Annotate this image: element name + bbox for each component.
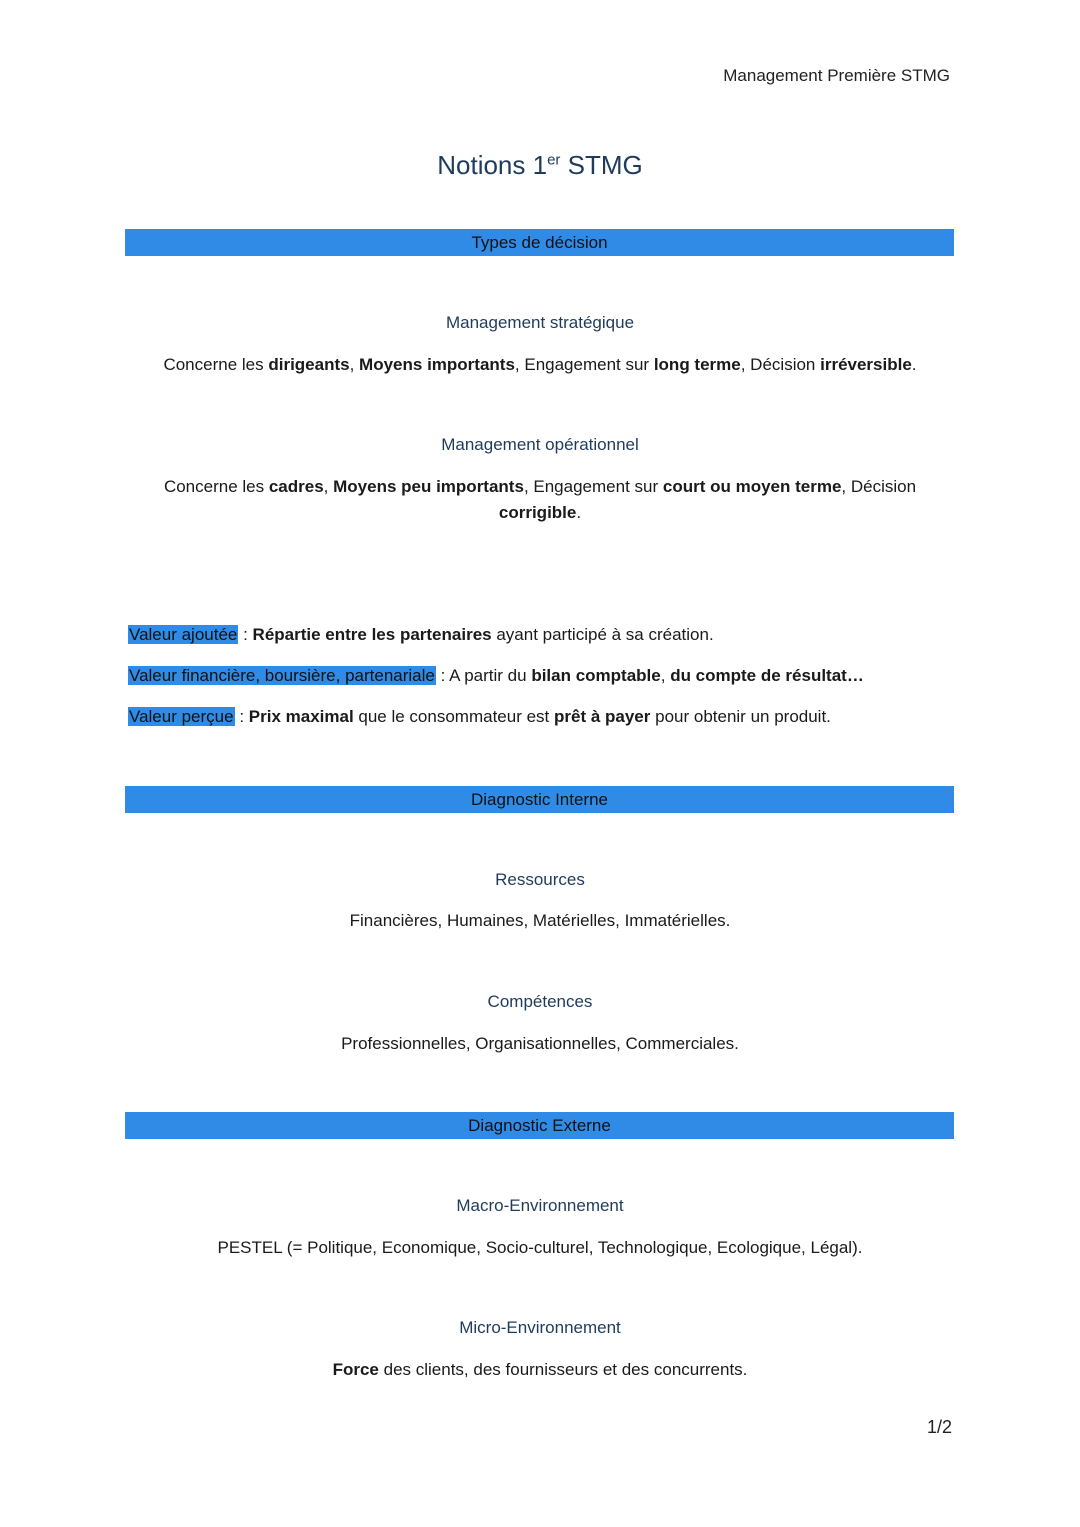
page-number: 1/2 [926,1417,952,1437]
subheading-micro-environnement: Micro-Environnement [459,1318,621,1337]
paragraph-macro-environnement: PESTEL (= Politique, Economique, Socio-culturel, Technologique, Ecologique, Légal). [217,1238,863,1257]
definition-valeur-percue: Valeur perçue : Prix maximal que le consommateur est prêt à payer pour obtenir un produit. [129,707,831,726]
section-bar-types-decision: Types de décision [125,229,954,256]
paragraph-management-operationnel: Concerne les cadres, Moyens peu importants, Engagement sur court ou moyen terme, Décision corrigible. [163,477,917,522]
definition-valeur-ajoutee: Valeur ajoutée : Répartie entre les partenaires ayant participé à sa création. [129,625,714,644]
paragraph-ressources: Financières, Humaines, Matérielles, Immatérielles. [349,911,731,930]
highlighted-term: Valeur ajoutée [129,625,238,644]
highlighted-term: Valeur perçue [129,707,234,726]
document-title: Notions 1er STMG [437,150,643,180]
subheading-ressources: Ressources [495,870,585,889]
section-bar-diagnostic-externe: Diagnostic Externe [125,1112,954,1139]
section-bar-diagnostic-interne: Diagnostic Interne [125,786,954,813]
paragraph-micro-environnement: Force des clients, des fournisseurs et des concurrents. [332,1360,748,1379]
paragraph-management-strategique: Concerne les dirigeants, Moyens importants, Engagement sur long terme, Décision irréversible. [163,355,917,374]
paragraph-competences: Professionnelles, Organisationnelles, Commerciales. [341,1034,739,1053]
subheading-macro-environnement: Macro-Environnement [456,1196,624,1215]
definition-valeur-financiere: Valeur financière, boursière, partenariale : A partir du bilan comptable, du compte de résultat… [129,666,864,685]
subheading-management-strategique: Management stratégique [445,313,635,332]
subheading-management-operationnel: Management opérationnel [441,435,639,454]
subheading-competences: Compétences [487,992,593,1011]
highlighted-term: Valeur financière, boursière, partenariale [129,666,435,685]
page-header: Management Première STMG [723,66,950,85]
